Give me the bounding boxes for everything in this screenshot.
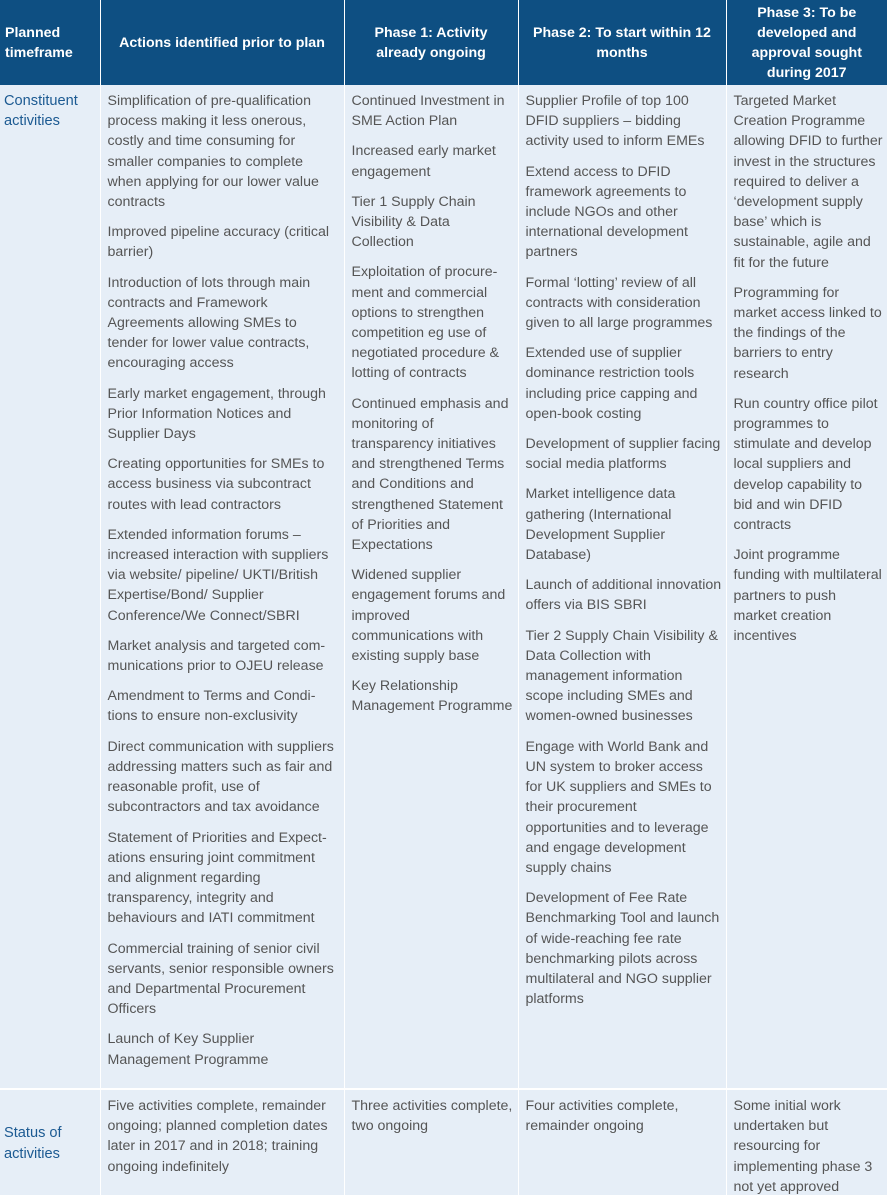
list-item: Extended information forums – increased interaction with suppliers via website/ pipeline/ UKTI/British Expertise/Bond/ Supplier Conference/We Connect/SBRI [107,526,329,624]
row-label-constituent: Constituent activities [0,85,100,1089]
header-phase-2: Phase 2: To start within 12 months [518,0,726,85]
status-row [0,1089,887,1195]
header-actions-prior: Actions identified prior to plan [100,0,344,85]
status-phase-1-cell: Three activities complete, two ongoing [344,1089,518,1195]
list-item: Development of Fee Rate Benchmarking Tool and launch of wide-reaching fee rate benchmarking pilots across multilateral and NGO supplier platforms [525,890,720,1008]
list-item: Extended use of supplier dominance restriction tools including price capping and open-book costing [525,345,698,422]
constituent-activities-row [0,85,887,1089]
list-item: Market intelligence data gathering (International Development Supplier Database) [525,486,676,564]
list-item: Launch of additional innovation offers via BIS SBRI [525,577,722,614]
list-item: Exploitation of procure-ment and commercial options to strengthen competition eg use of negotiated procedure & lotting of contracts [351,264,500,382]
header-phase-1: Phase 1: Activity already ongoing [344,0,518,85]
list-item: Continued emphasis and monitoring of transparency initiatives and strengthened Terms and Conditions and strengthened Statement of Priorities and Expectations [351,395,509,554]
list-item: Amendment to Terms and Condi-tions to ensure non-exclusivity [107,688,316,725]
list-item: Formal ‘lotting’ review of all contracts with consideration given to all large programmes [525,274,713,332]
list-item: Early market engagement, through Prior Information Notices and Supplier Days [107,385,326,443]
phase-2-cell [518,85,726,1089]
list-item: Creating opportunities for SMEs to access business via subcontract routes with lead contractors [107,456,325,513]
list-item: Engage with World Bank and UN system to broker access for UK suppliers and SMEs to their procurement opportunities and to leverage and engage development supply chains [525,738,712,876]
list-item: Tier 1 Supply Chain Visibility & Data Collection [351,193,476,251]
header-planned-timeframe: Planned timeframe [0,0,100,85]
header-phase-3: Phase 3: To be developed and approval sought during 2017 [726,0,887,85]
list-item: Programming for market access linked to the findings of the barriers to entry research [733,284,882,382]
list-item: Introduction of lots through main contracts and Framework Agreements allowing SMEs to tender for lower value contracts, encouraging access [107,274,311,372]
list-item: Development of supplier facing social media platforms [525,436,721,473]
list-item: Improved pipeline accuracy (critical barrier) [107,224,330,261]
list-item: Statement of Priorities and Expect-ations ensuring joint commitment and alignment regarding transparency, integrity and behaviours and IATI commitment [107,829,327,927]
list-item: Widened supplier engagement forums and improved communications with existing supply base [351,567,506,665]
list-item: Market analysis and targeted com-munications prior to OJEU release [107,637,326,675]
status-phase-2-cell: Four activities complete, remainder ongoing [518,1089,726,1195]
list-item: Simplification of pre-qualification process making it less onerous, costly and time consuming for smaller companies to complete when applying for our lower value contracts [107,93,319,211]
row-label-status: Status of activities [0,1089,100,1195]
phase-1-cell [344,85,518,1089]
list-item: Continued Investment in SME Action Plan [351,93,505,130]
header-row [0,0,887,85]
list-item: Launch of Key Supplier Management Programme [107,1031,269,1068]
list-item: Key Relationship Management Programme [351,678,513,715]
list-item: Supplier Profile of top 100 DFID suppliers – bidding activity used to inform EMEs [525,93,705,150]
list-item: Run country office pilot programmes to stimulate and develop local suppliers and develop capability to bid and win DFID contracts [733,395,878,534]
list-item: Tier 2 Supply Chain Visibility & Data Collection with management information scope including SMEs and women-owned businesses [525,627,718,725]
list-item: Targeted Market Creation Programme allowing DFID to further invest in the structures required to deliver a ‘development supply base’ which is sustainable, agile and fit for the future [733,93,883,271]
status-phase-3-cell: Some initial work undertaken but resourcing for implementing phase 3 not yet approved [726,1089,887,1195]
actions-prior-cell [100,85,344,1089]
list-item: Increased early market engagement [351,143,496,180]
phase-3-cell [726,85,887,1089]
list-item: Direct communication with suppliers addressing matters such as fair and reasonable profit, use of subcontractors and tax avoidance [107,738,334,816]
list-item: Commercial training of senior civil servants, senior responsible owners and Departmental Procurement Officers [107,940,334,1018]
list-item: Joint programme funding with multilateral partners to push market creation incentives [733,547,882,645]
list-item: Extend access to DFID framework agreements to include NGOs and other international development partners [525,163,688,261]
status-actions-prior-cell: Five activities complete, remainder ongoing; planned completion dates later in 2017 and in 2018; training ongoing indefinitely [100,1089,344,1195]
